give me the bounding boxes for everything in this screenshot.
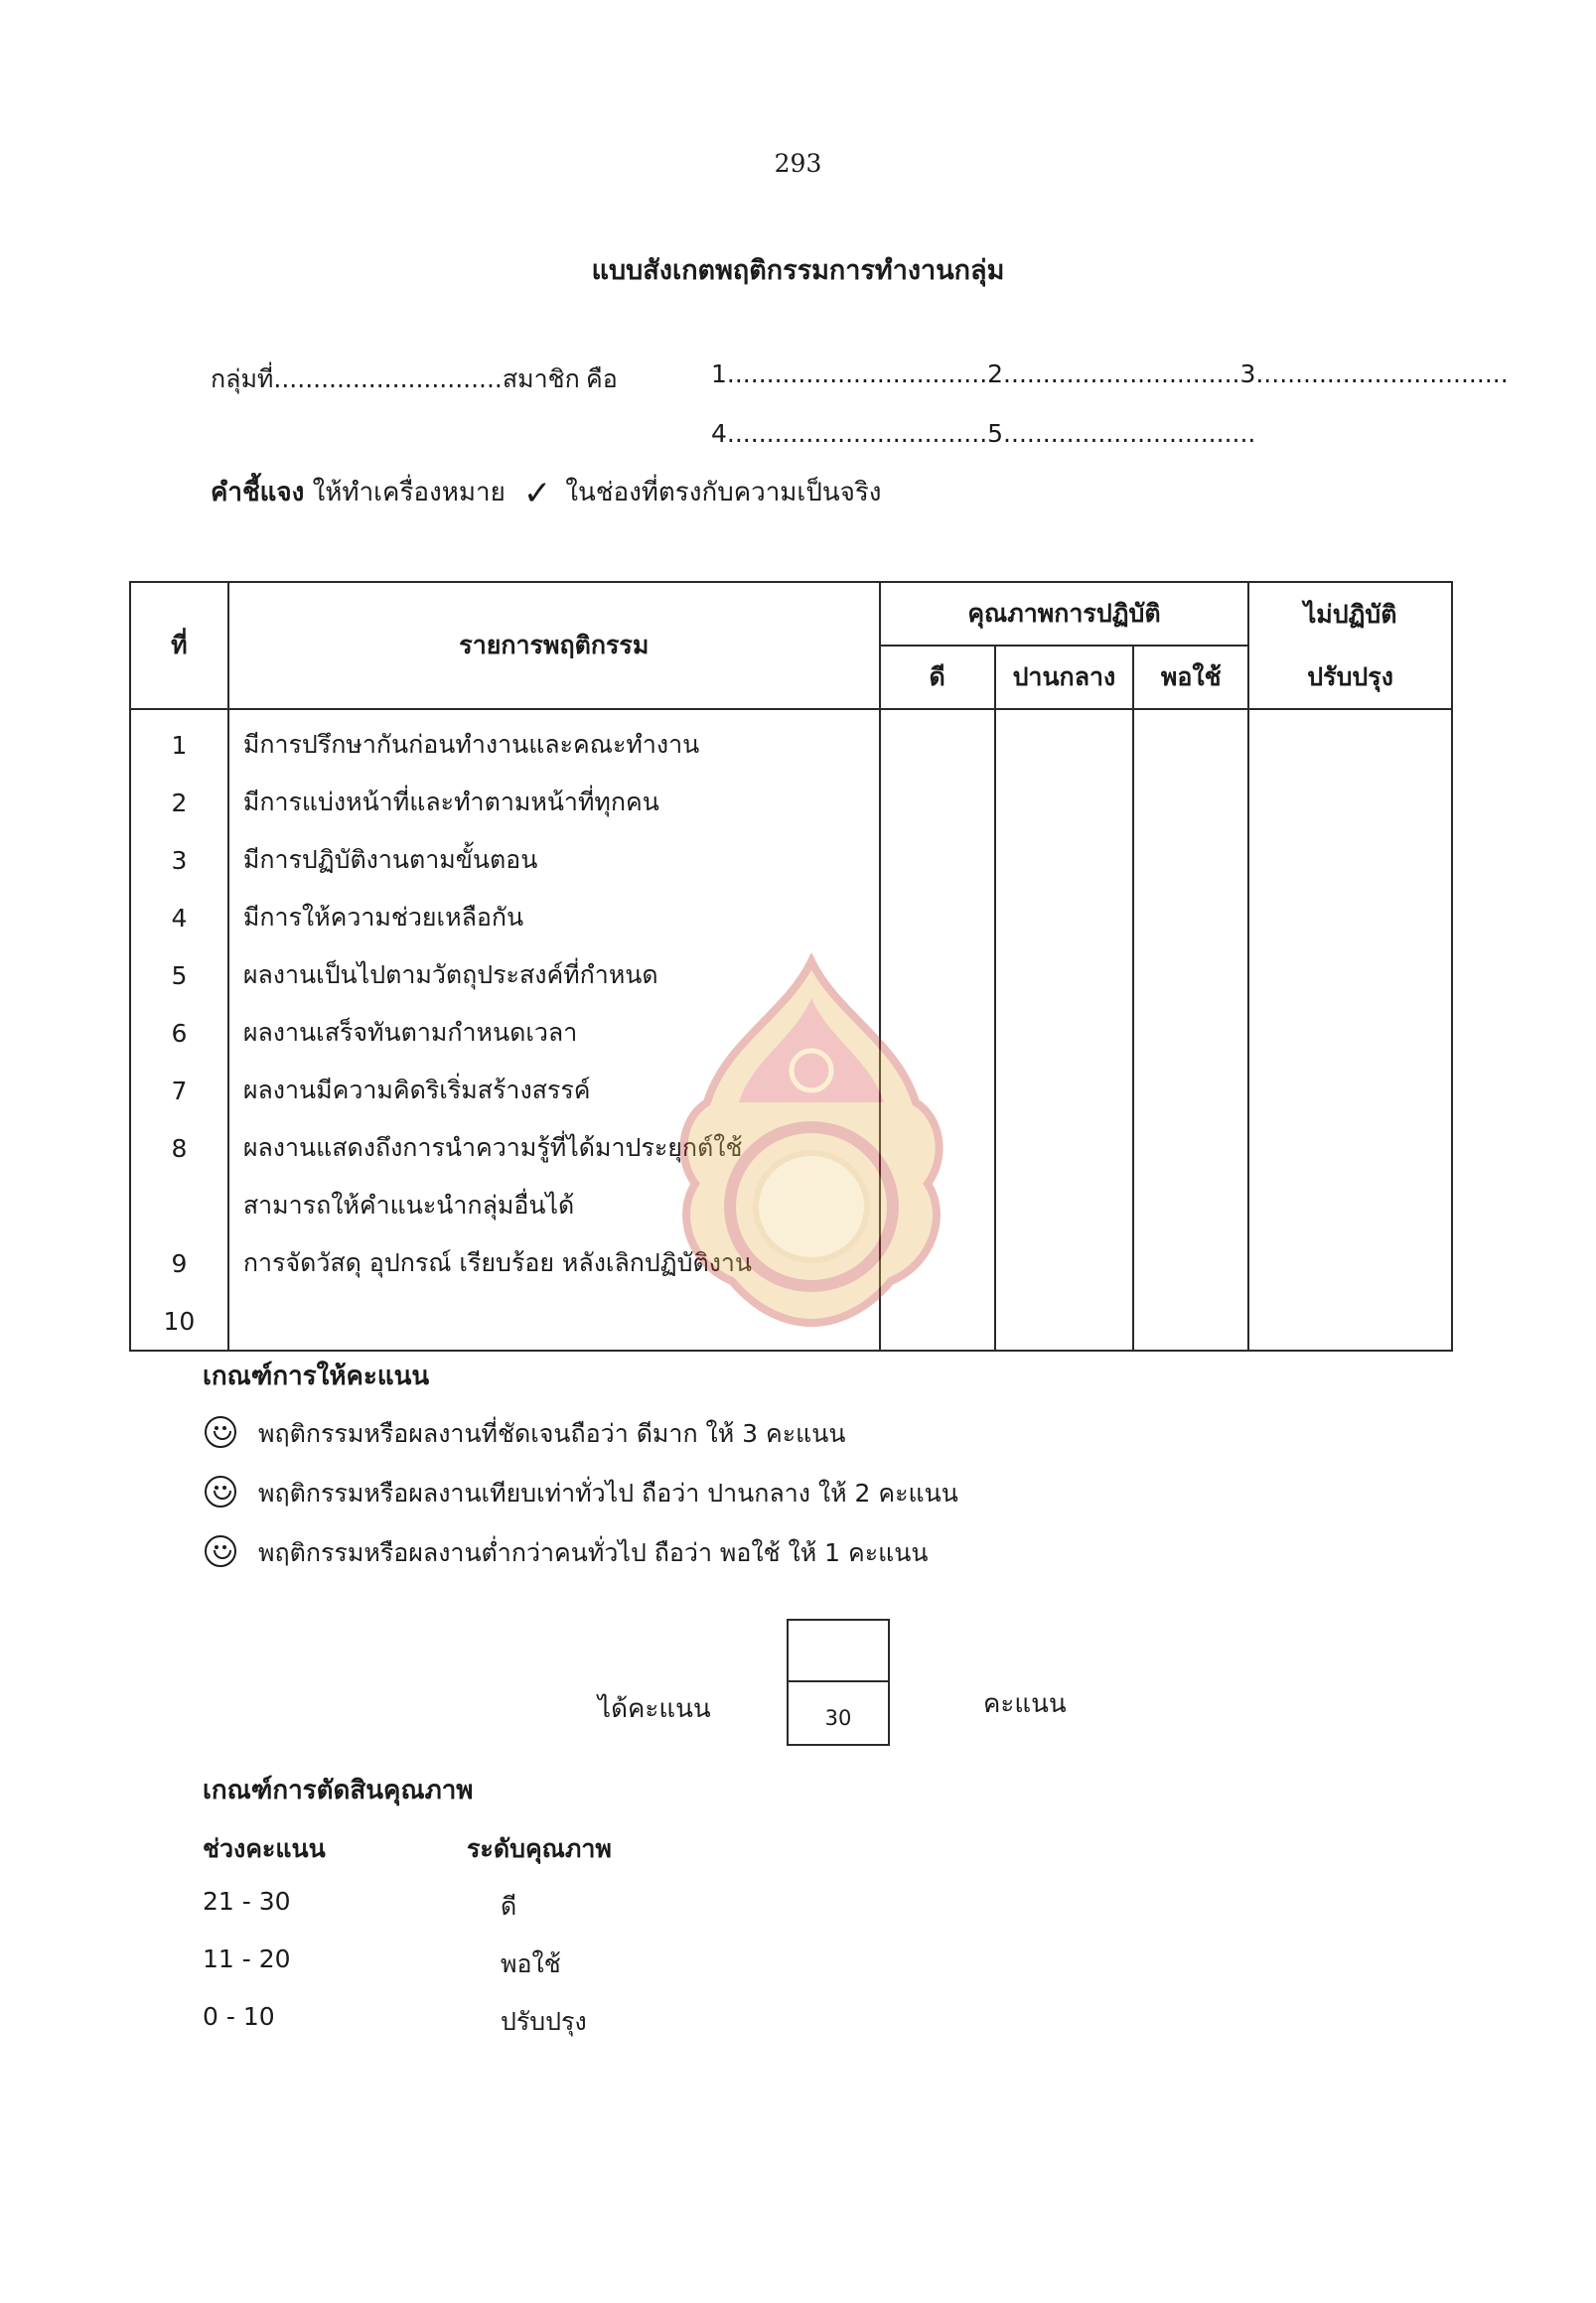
header-fair: พอใช้ (1133, 646, 1248, 709)
medium-cell[interactable] (995, 1292, 1134, 1351)
improve-cell[interactable] (1248, 889, 1452, 946)
table-row (130, 889, 1452, 946)
medium-cell[interactable] (995, 709, 1134, 774)
header-good: ดี (880, 646, 995, 709)
improve-cell[interactable] (1248, 946, 1452, 1004)
fair-cell[interactable] (1133, 1292, 1248, 1351)
quality-level: ปรับปรุง (501, 2007, 587, 2036)
scoring-criterion-text: พฤติกรรมหรือผลงานที่ชัดเจนถือว่า ดีมาก ให้ 3 คะแนน (258, 1419, 846, 1448)
improve-cell[interactable] (1248, 831, 1452, 889)
row-behavior: สามารถให้คำแนะนำกลุ่มอื่นได้ (228, 1177, 880, 1234)
row-behavior: ผลงานมีความคิดริเริ่มสร้างสรรค์ (228, 1062, 880, 1119)
member-label: คือ (586, 364, 618, 393)
header-item: รายการพฤติกรรม (228, 582, 880, 709)
row-number: 3 (130, 831, 228, 889)
good-cell[interactable] (880, 709, 995, 774)
table-row (130, 831, 1452, 889)
row-behavior: ผลงานเสร็จทันตามกำหนดเวลา (228, 1004, 880, 1062)
instruction-label: คำชี้แจง (211, 478, 305, 507)
quality-level: ดี (501, 1892, 517, 1921)
score-label: ได้คะแนน (598, 1694, 711, 1724)
fair-cell[interactable] (1133, 831, 1248, 889)
member-line-1: 1.................................2..............................3................................ (711, 360, 1509, 388)
member-line-2: 4.................................5................................ (711, 419, 1256, 448)
header-improve: ปรับปรุง (1248, 646, 1452, 709)
improve-cell[interactable] (1248, 1119, 1452, 1177)
header-no: ที่ (130, 582, 228, 709)
row-number: 4 (130, 889, 228, 946)
row-behavior: มีการปฏิบัติงานตามขั้นตอน (228, 831, 880, 889)
row-number: 8 (130, 1119, 228, 1177)
row-behavior: มีการปรึกษากันก่อนทำงานและคณะทำงาน (228, 709, 880, 774)
scoring-criterion (205, 1414, 845, 1454)
improve-cell[interactable] (1248, 1234, 1452, 1292)
instruction (211, 472, 882, 513)
row-behavior: การจัดวัสดุ อุปกรณ์ เรียบร้อย หลังเลิกปฏิบัติงาน (228, 1234, 880, 1292)
header-not-practiced: ไม่ปฏิบัติ (1248, 582, 1452, 646)
smiley-icon (205, 1476, 236, 1508)
score-max-value: 30 (824, 1706, 852, 1730)
smiley-icon (205, 1535, 236, 1567)
fair-cell[interactable] (1133, 946, 1248, 1004)
quality-level: พอใช้ (501, 1949, 561, 1978)
medium-cell[interactable] (995, 1119, 1134, 1177)
page-number: 293 (774, 149, 822, 178)
scoring-criterion-text: พฤติกรรมหรือผลงานเทียบเท่าทั่วไป ถือว่า ปานกลาง ให้ 2 คะแนน (258, 1479, 958, 1508)
improve-cell[interactable] (1248, 1292, 1452, 1351)
score-unit: คะแนน (983, 1689, 1067, 1719)
medium-cell[interactable] (995, 1177, 1134, 1234)
fair-cell[interactable] (1133, 1004, 1248, 1062)
document-title: แบบสังเกตพฤติกรรมการทำงานกลุ่ม (591, 255, 1005, 286)
row-behavior: มีการให้ความช่วยเหลือกัน (228, 889, 880, 946)
row-behavior: ผลงานเป็นไปตามวัตถุประสงค์ที่กำหนด (228, 946, 880, 1004)
group-number-field: กลุ่มที่.............................สมาชิก (211, 364, 580, 393)
row-number: 5 (130, 946, 228, 1004)
instruction-text-after: ในช่องที่ตรงกับความเป็นจริง (565, 478, 882, 507)
improve-cell[interactable] (1248, 774, 1452, 831)
medium-cell[interactable] (995, 831, 1134, 889)
scoring-criterion (205, 1474, 958, 1513)
row-number: 7 (130, 1062, 228, 1119)
good-cell[interactable] (880, 889, 995, 946)
improve-cell[interactable] (1248, 1062, 1452, 1119)
medium-cell[interactable] (995, 1234, 1134, 1292)
checkmark-icon: ✓ (522, 474, 552, 513)
medium-cell[interactable] (995, 1062, 1134, 1119)
improve-cell[interactable] (1248, 1177, 1452, 1234)
table-row (130, 774, 1452, 831)
good-cell[interactable] (880, 831, 995, 889)
row-number (130, 1177, 228, 1234)
improve-cell[interactable] (1248, 1004, 1452, 1062)
fair-cell[interactable] (1133, 709, 1248, 774)
medium-cell[interactable] (995, 889, 1134, 946)
row-behavior: ผลงานแสดงถึงการนำความรู้ที่ได้มาประยุกต์ใช้ (228, 1119, 880, 1177)
quality-judgement-title: เกณฑ์การตัดสินคุณภาพ (203, 1776, 474, 1805)
instruction-text-before: ให้ทำเครื่องหมาย (312, 478, 506, 507)
quality-level-header: ระดับคุณภาพ (467, 1834, 612, 1863)
row-number: 9 (130, 1234, 228, 1292)
table-row (130, 709, 1452, 774)
row-number: 6 (130, 1004, 228, 1062)
fair-cell[interactable] (1133, 774, 1248, 831)
header-medium: ปานกลาง (995, 646, 1134, 709)
scoring-criterion (205, 1533, 928, 1573)
smiley-icon (205, 1416, 236, 1448)
score-range: 0 - 10 (203, 2002, 275, 2031)
fair-cell[interactable] (1133, 889, 1248, 946)
scoring-criteria-title: เกณฑ์การให้คะแนน (203, 1362, 430, 1391)
medium-cell[interactable] (995, 1004, 1134, 1062)
improve-cell[interactable] (1248, 709, 1452, 774)
score-range-header: ช่วงคะแนน (203, 1834, 326, 1863)
fair-cell[interactable] (1133, 1234, 1248, 1292)
row-number: 2 (130, 774, 228, 831)
row-number: 10 (130, 1292, 228, 1351)
fair-cell[interactable] (1133, 1119, 1248, 1177)
fair-cell[interactable] (1133, 1062, 1248, 1119)
header-quality: คุณภาพการปฏิบัติ (880, 582, 1248, 646)
row-number: 1 (130, 709, 228, 774)
row-behavior: มีการแบ่งหน้าที่และทำตามหน้าที่ทุกคน (228, 774, 880, 831)
medium-cell[interactable] (995, 946, 1134, 1004)
fair-cell[interactable] (1133, 1177, 1248, 1234)
medium-cell[interactable] (995, 774, 1134, 831)
obec-emblem-watermark (667, 953, 955, 1331)
score-range: 11 - 20 (203, 1944, 291, 1973)
good-cell[interactable] (880, 774, 995, 831)
score-range: 21 - 30 (203, 1887, 291, 1916)
scoring-criterion-text: พฤติกรรมหรือผลงานต่ำกว่าคนทั่วไป ถือว่า พอใช้ ให้ 1 คะแนน (258, 1538, 929, 1567)
